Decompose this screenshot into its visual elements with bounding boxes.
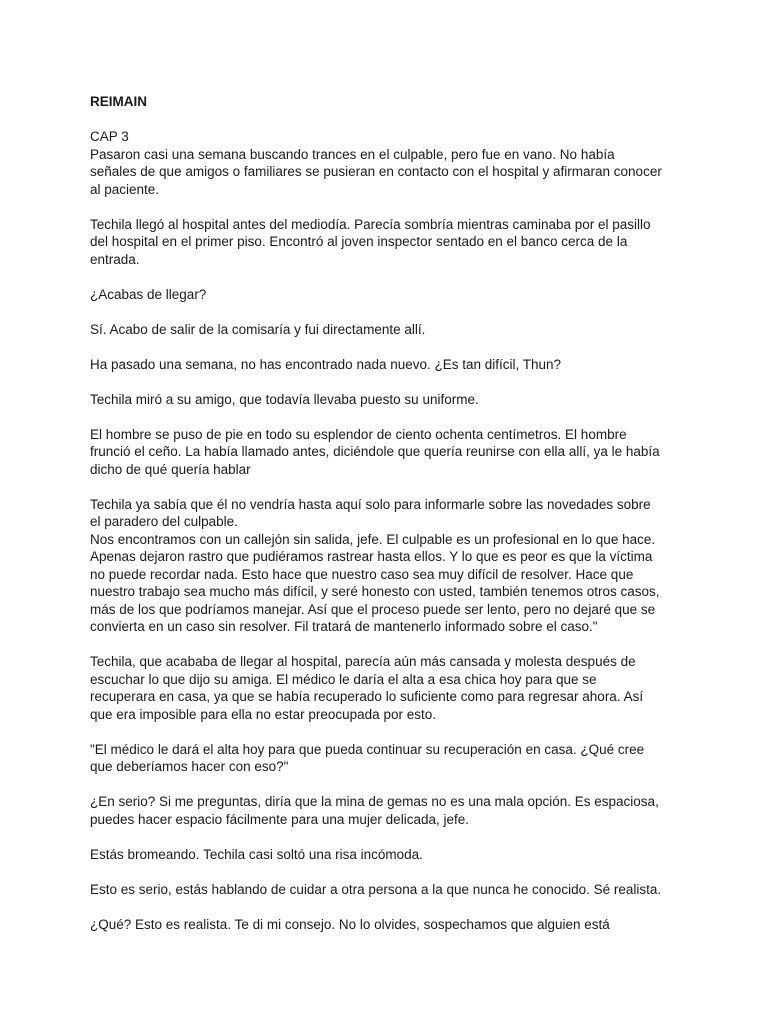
text-line: ¿Acabas de llegar? — [90, 286, 207, 302]
text-line: el paradero del culpable. — [90, 514, 238, 529]
text-line: Ha pasado una semana, no has encontrado nada nuevo. ¿Es tan difícil, Thun? — [90, 356, 562, 372]
text-line: "El médico le dará el alta hoy para que pueda continuar su recuperación en casa. ¿Qué cree — [90, 741, 645, 757]
text-line: que deberíamos hacer con eso?" — [90, 759, 289, 774]
text-line: ¿Qué? Esto es realista. Te di mi consejo. No lo olvides, sospechamos que alguien está — [90, 916, 610, 932]
text-line: dicho de qué quería hablar — [90, 461, 251, 477]
paragraph-13 — [90, 881, 688, 899]
text-line: Esto es serio, estás hablando de cuidar a otra persona a la que nunca he conocido. Sé realista. — [90, 881, 662, 897]
text-line: nuestro trabajo sea mucho más difícil, y seré honesto con usted, también tenemos otros casos, — [90, 584, 660, 599]
paragraph-14 — [90, 916, 688, 934]
paragraph-4 — [90, 321, 688, 339]
text-line: Pasaron casi una semana buscando trances en el culpable, pero fue en vano. No había — [90, 146, 615, 162]
text-line: El hombre se puso de pie en todo su esplendor de ciento ochenta centímetros. El hombre — [90, 426, 627, 442]
text-line: puedes hacer espacio fácilmente para una mujer delicada, jefe. — [90, 811, 469, 827]
text-line: Apenas dejaron rastro que pudiéramos rastrear hasta ellos. Y lo que es peor es que la víctima — [90, 549, 653, 564]
text-line: del hospital en el primer piso. Encontró al joven inspector sentado en el banco cerca de la — [90, 234, 628, 249]
paragraph-9 — [90, 653, 688, 723]
text-line: escuchar lo que dijo su amiga. El médico le daría el alta a esa chica hoy para que se — [90, 671, 597, 687]
paragraph-3 — [90, 286, 688, 304]
text-line: Techila, que acababa de llegar al hospital, parecía aún más cansada y molesta después de — [90, 654, 636, 669]
text-line: Nos encontramos con un callejón sin salida, jefe. El culpable es un profesional en lo que hace. — [90, 531, 656, 547]
text-line: que era imposible para ella no estar preocupada por esto. — [90, 706, 436, 722]
text-line: no puede recordar nada. Esto hace que nuestro caso sea muy difícil de resolver. Hace que — [90, 566, 634, 582]
text-line: al paciente. — [90, 181, 160, 197]
text-line: recuperara en casa, ya que se había recuperado lo suficiente como para regresar ahora. Así — [90, 689, 644, 704]
paragraph-8 — [90, 496, 688, 636]
document-title: REIMAIN — [90, 94, 147, 109]
paragraph-6 — [90, 391, 688, 409]
text-line: Techila ya sabía que él no vendría hasta aquí solo para informarle sobre las novedades sobre — [90, 496, 651, 512]
text-line: entrada. — [90, 251, 140, 267]
text-line: ¿En serio? Si me preguntas, diría que la mina de gemas no es una mala opción. Es espaciosa, — [90, 794, 659, 809]
text-line: Sí. Acabo de salir de la comisaría y fui directamente allí. — [90, 321, 426, 337]
text-line: señales de que amigos o familiares se pusieran en contacto con el hospital y afirmaran conocer — [90, 164, 662, 179]
text-line: Estás bromeando. Techila casi soltó una risa incómoda. — [90, 846, 423, 862]
paragraph-1 — [90, 128, 688, 198]
text-line: CAP 3 — [90, 129, 129, 144]
text-line: Techila llegó al hospital antes del mediodía. Parecía sombría mientras caminaba por el pasillo — [90, 216, 651, 232]
paragraph-5 — [90, 356, 688, 374]
text-line: convierta en un caso sin resolver. Fil tratará de mantenerlo informado sobre el caso." — [90, 619, 598, 634]
paragraph-12 — [90, 846, 688, 864]
paragraph-2 — [90, 216, 688, 269]
paragraph-10 — [90, 741, 688, 776]
text-line: frunció el ceño. La había llamado antes, diciéndole que quería reunirse con ella allí, ya le había — [90, 444, 660, 459]
paragraph-7 — [90, 426, 688, 479]
text-line: más de los que podríamos manejar. Así que el proceso puede ser lento, pero no dejaré que se — [90, 601, 656, 617]
paragraph-11 — [90, 793, 688, 828]
text-line: Techila miró a su amigo, que todavía llevaba puesto su uniforme. — [90, 391, 479, 407]
